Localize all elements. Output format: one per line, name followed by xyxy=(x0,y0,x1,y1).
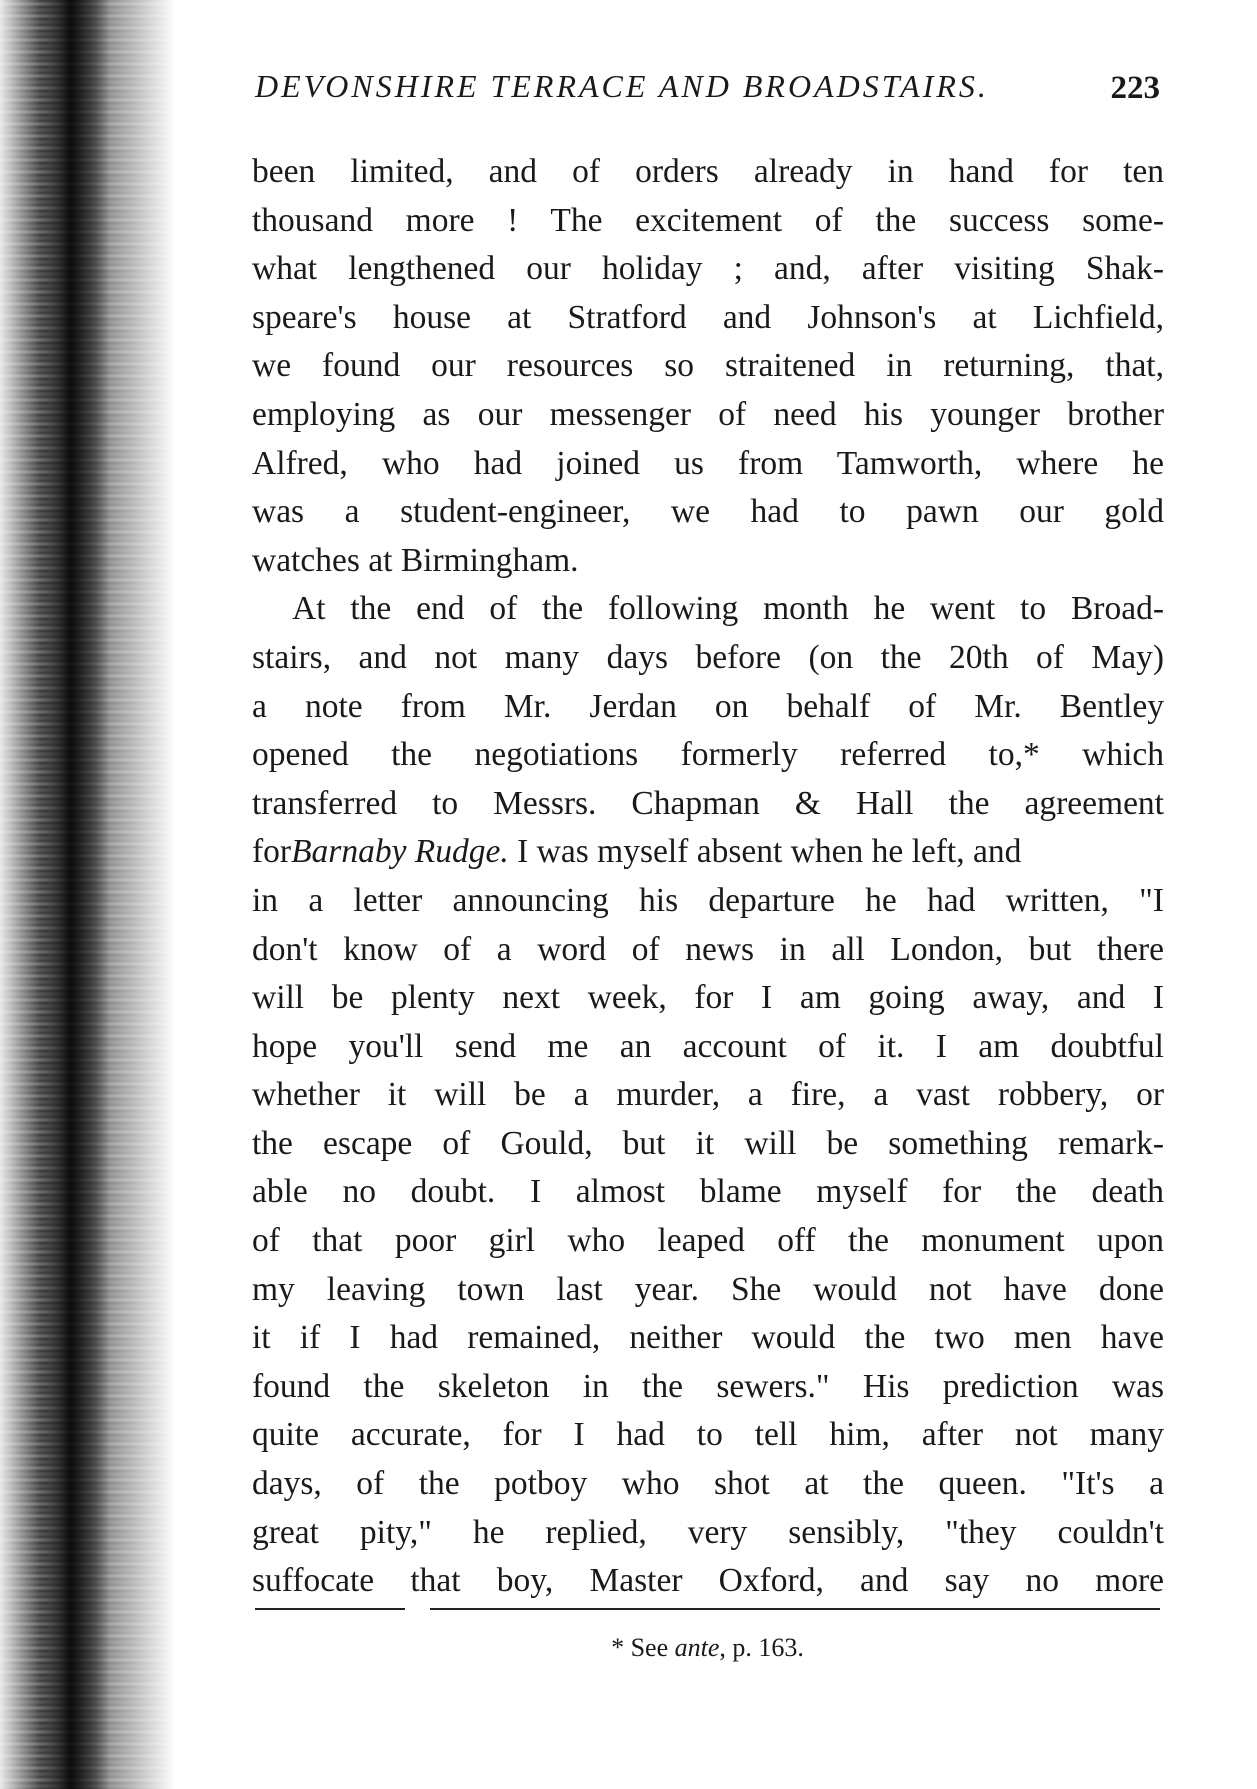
text-line: been limited, and of orders already in hand for ten xyxy=(252,153,1164,190)
text-line: of that poor girl who leaped off the monument upon xyxy=(252,1222,1164,1260)
binding-edge xyxy=(0,0,110,1789)
text-line: the escape of Gould, but it will be something remark- xyxy=(252,1124,1164,1162)
text-line: was a student-engineer, we had to pawn our gold xyxy=(252,493,1164,531)
text-line: days, of the potboy who shot at the queen. "It's a xyxy=(252,1465,1164,1503)
footnote-separator xyxy=(255,1608,1160,1612)
text-line: stairs, and not many days before (on the 20th of May) xyxy=(252,638,1164,676)
text-line: we found our resources so straitened in returning, that, xyxy=(252,347,1164,385)
line-part: I was myself absent when he left, and xyxy=(508,833,1022,871)
footnote-suffix: , p. 163. xyxy=(719,1633,804,1662)
footnote-prefix: * See xyxy=(611,1633,675,1662)
text-line xyxy=(252,828,1164,877)
text-line: will be plenty next week, for I am going away, and I xyxy=(252,979,1164,1017)
text-line: whether it will be a murder, a fire, a vast robbery, or xyxy=(252,1076,1164,1114)
page-number: 223 xyxy=(1110,70,1160,106)
text-line: in a letter announcing his departure he had written, "I xyxy=(252,881,1164,919)
page-gutter-shadow xyxy=(0,0,175,1789)
line-part: for xyxy=(252,833,292,871)
text-line: found the skeleton in the sewers." His prediction was xyxy=(252,1367,1164,1405)
text-line: employing as our messenger of need his younger brother xyxy=(252,395,1164,433)
text-line: don't know of a word of news in all London, but there xyxy=(252,930,1164,968)
text-line: hope you'll send me an account of it. I am doubtful xyxy=(252,1027,1164,1065)
text-line: able no doubt. I almost blame myself for the death xyxy=(252,1173,1164,1211)
running-title: DEVONSHIRE TERRACE AND BROADSTAIRS. xyxy=(255,68,989,104)
text-line: watches at Birmingham. xyxy=(252,541,579,579)
text-line: thousand more ! The excitement of the success some- xyxy=(252,201,1164,239)
body-text xyxy=(252,148,1164,1606)
page-header xyxy=(255,68,1160,118)
book-title: Barnaby Rudge. xyxy=(291,833,509,871)
text-line: a note from Mr. Jerdan on behalf of Mr. Bentley xyxy=(252,687,1164,725)
text-line: Alfred, who had joined us from Tamworth, where he xyxy=(252,444,1164,482)
text-line: it if I had remained, neither would the two men have xyxy=(252,1319,1164,1357)
footnote xyxy=(255,1633,1160,1663)
text-line: great pity," he replied, very sensibly, "they couldn't xyxy=(252,1513,1164,1551)
separator-rule-long xyxy=(430,1608,1160,1610)
text-line: my leaving town last year. She would not have done xyxy=(252,1270,1164,1308)
text-line: quite accurate, for I had to tell him, after not many xyxy=(252,1416,1164,1454)
text-line: what lengthened our holiday ; and, after visiting Shak- xyxy=(252,250,1164,288)
footnote-italic: ante xyxy=(674,1633,720,1662)
text-line: opened the negotiations formerly referred to,* which xyxy=(252,736,1164,774)
separator-rule-short xyxy=(255,1608,405,1610)
paragraph-start-line: At the end of the following month he went to Broad- xyxy=(292,590,1164,628)
text-line: speare's house at Stratford and Johnson's at Lichfield, xyxy=(252,298,1164,336)
text-line: transferred to Messrs. Chapman & Hall the agreement xyxy=(252,784,1164,822)
text-line: suffocate that boy, Master Oxford, and say no more xyxy=(252,1562,1164,1600)
